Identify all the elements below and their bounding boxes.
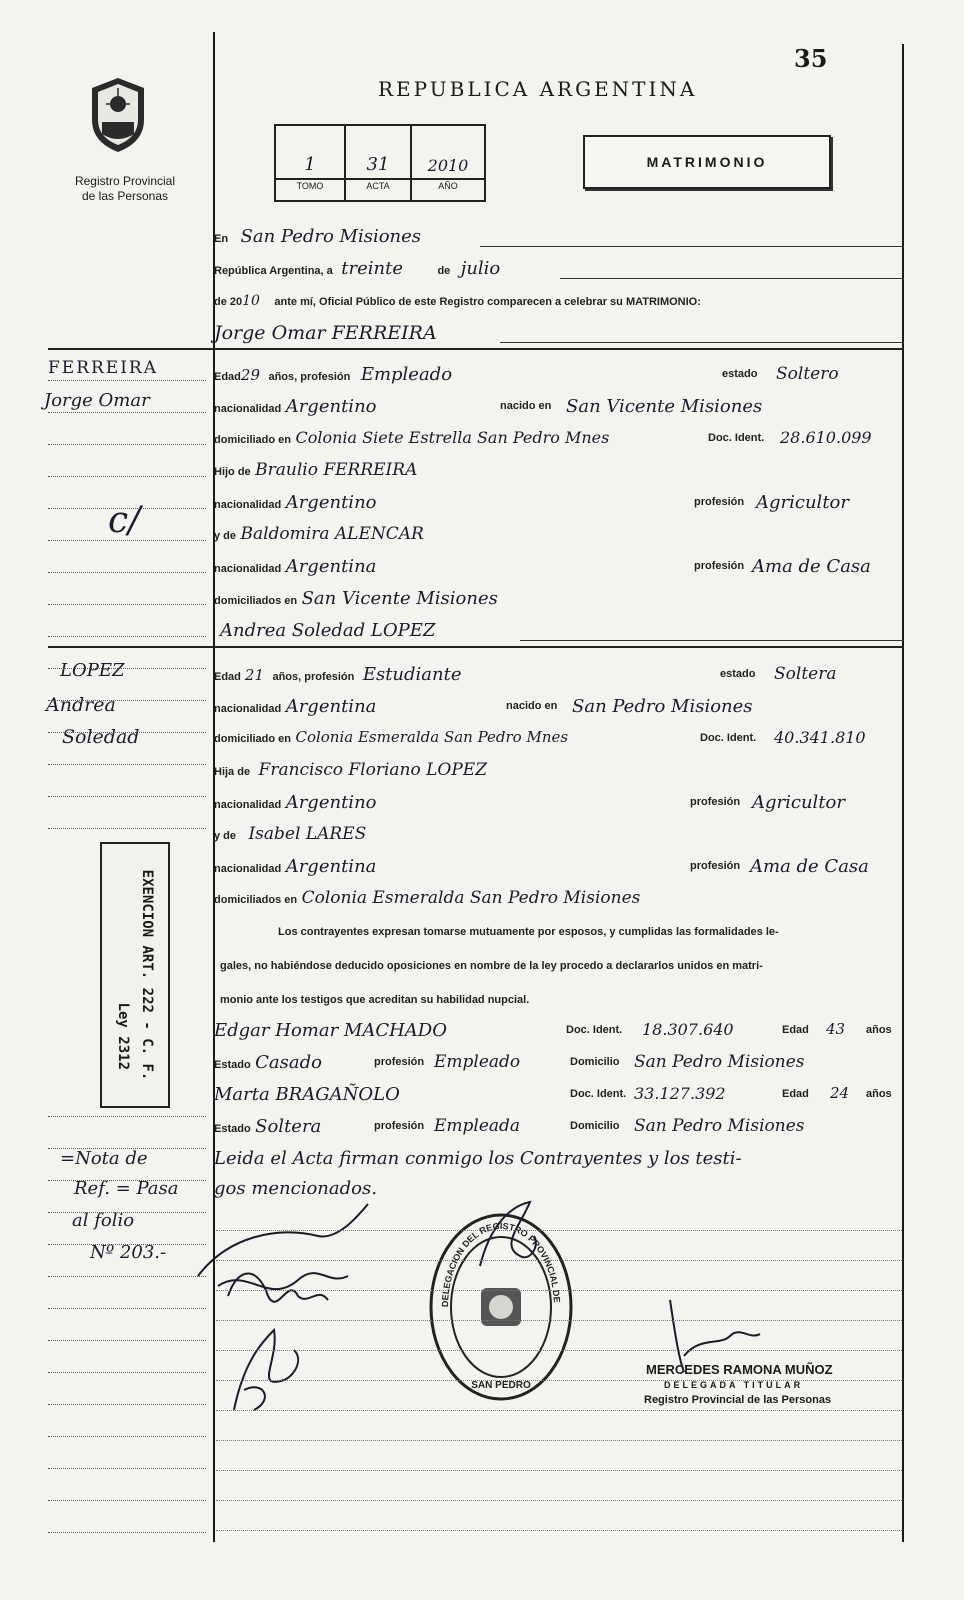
body-dotted-rule [216, 1410, 902, 1411]
groom-full-name: Jorge Omar FERREIRA [214, 322, 437, 344]
de-label: de [437, 265, 451, 277]
bride-father-nat-row: nacionalidad Argentino profesión Agricultor [214, 792, 845, 813]
doc-type-label: MATRIMONIO [646, 154, 768, 170]
margin-dotted-rule [48, 700, 206, 701]
groom-nationality: Argentino [285, 396, 377, 417]
margin-dotted-rule [48, 540, 206, 541]
margin-dotted-rule [48, 508, 206, 509]
bride-age-row: Edad 21 años, profesión Estudiante estado Soltera [214, 664, 837, 685]
groom-father: Braulio FERREIRA [255, 460, 418, 480]
groom-mother-row: y de Baldomira ALENCAR [214, 524, 424, 544]
margin-dotted-rule [48, 1212, 206, 1213]
bride-parents-address: Colonia Esmeralda San Pedro Misiones [301, 888, 641, 908]
page-number: 35 [794, 44, 828, 73]
tomo-label: TOMO [296, 181, 324, 191]
bride-father-profession: Agricultor [752, 792, 845, 813]
bride-margin-given1: Andrea [46, 694, 116, 716]
margin-dotted-rule [48, 1308, 206, 1309]
bride-mother-nat-row: nacionalidad Argentina profesión Ama de Casa [214, 856, 869, 877]
witness2-doc-number: 33.127.392 [634, 1084, 726, 1103]
bride-parents-address-row: domiciliados en Colonia Esmeralda San Pedro Misiones [214, 888, 641, 908]
groom-mother: Baldomira ALENCAR [240, 524, 424, 544]
bride-address-row: domiciliado en Colonia Esmeralda San Pedro Mnes Doc. Ident. 40.341.810 [214, 728, 866, 747]
margin-dotted-rule [48, 572, 206, 573]
groom-mother-nationality: Argentina [285, 556, 377, 577]
registry-logo [84, 74, 152, 156]
margin-dotted-rule [48, 1244, 206, 1245]
body-dotted-rule [216, 1320, 902, 1321]
margin-section-rule [48, 646, 214, 648]
witness1-profession: Empleado [434, 1052, 521, 1072]
margin-dotted-rule [48, 828, 206, 829]
groom-father-nat-row: nacionalidad Argentino profesión Agricultor [214, 492, 849, 513]
acta-label: ACTA [366, 181, 390, 191]
groom-profession: Empleado [360, 364, 453, 385]
intro-statement: ante mí, Oficial Público de este Registro comparecen a celebrar su MATRIMONIO: [274, 296, 701, 308]
witness1-details-row: Estado Casado profesión Empleado Domicilio San Pedro Misiones [214, 1052, 805, 1073]
groom-father-profession: Agricultor [756, 492, 849, 513]
witness1-doc-number: 18.307.640 [642, 1020, 734, 1039]
en-label: En [214, 233, 229, 245]
margin-dotted-rule [48, 1372, 206, 1373]
body-dotted-rule [216, 1260, 902, 1261]
groom-address: Colonia Siete Estrella San Pedro Mnes [295, 428, 610, 447]
witness2-estado: Soltera [255, 1116, 322, 1137]
seal-ring-text: DELEGACION DEL REGISTRO PROVINCIAL DE [439, 1220, 562, 1308]
bride-mother: Isabel LARES [248, 824, 367, 844]
groom-address-row: domiciliado en Colonia Siete Estrella San Pedro Mnes Doc. Ident. 28.610.099 [214, 428, 872, 447]
groom-margin-mark: c/ [108, 500, 141, 541]
margin-dotted-rule [48, 476, 206, 477]
groom-margin-given: Jorge Omar [44, 390, 150, 411]
bride-margin-given2: Soledad [62, 726, 140, 748]
bride-address: Colonia Esmeralda San Pedro Mnes [295, 728, 569, 746]
bride-father-row: Hija de Francisco Floriano LOPEZ [214, 760, 488, 780]
closing-line2-row [214, 1178, 904, 1198]
witness1-address: San Pedro Misiones [634, 1052, 805, 1072]
bride-birthplace: San Pedro Misiones [572, 696, 753, 717]
marriage-day: treinte [341, 258, 403, 279]
marriage-place: San Pedro Misiones [240, 226, 422, 247]
groom-father-row: Hijo de Braulio FERREIRA [214, 460, 418, 480]
witness2-profession: Empleada [434, 1116, 521, 1136]
groom-doc-number: 28.610.099 [780, 428, 872, 447]
margin-note-line1: =Nota de [60, 1148, 148, 1169]
margin-dotted-rule [48, 1116, 206, 1117]
body-dotted-rule [216, 1290, 902, 1291]
witness1-estado: Casado [255, 1052, 322, 1073]
groom-age: 29 [240, 366, 260, 384]
legal-text-line2: gales, no habiéndose deducido oposiciones en nombre de la ley procedo a declararlos unidos en matri- [220, 960, 763, 972]
bride-profession: Estudiante [362, 664, 462, 685]
bride-full-name: Andrea Soledad LOPEZ [220, 620, 436, 641]
anio-value: 2010 [427, 156, 469, 175]
margin-note-line2: Ref. = Pasa [74, 1178, 179, 1199]
groom-name-row [214, 322, 904, 342]
official-name: MERCEDES RAMONA MUÑOZ [646, 1362, 833, 1377]
groom-signature [188, 1196, 388, 1321]
witness2-row: Marta BRAGAÑOLO Doc. Ident. 33.127.392 Edad 24 años [214, 1084, 892, 1105]
country-title: REPUBLICA ARGENTINA [378, 77, 698, 101]
margin-dotted-rule [48, 1148, 206, 1149]
body-dotted-rule [216, 1380, 902, 1381]
body-dotted-rule [216, 1500, 902, 1501]
bride-mother-row: y de Isabel LARES [214, 824, 367, 844]
groom-estado: Soltero [776, 364, 839, 384]
exencion-line1: EXENCION ART. 222 - C. F. [139, 869, 155, 1081]
official-registry: Registro Provincial de las Personas [644, 1394, 832, 1406]
body-dotted-rule [216, 1230, 902, 1231]
anio-label: AÑO [438, 181, 458, 191]
body-dotted-rule [216, 1530, 902, 1531]
witness2-details-row: Estado Soltera profesión Empleada Domicilio San Pedro Misiones [214, 1116, 805, 1137]
margin-dotted-rule [48, 732, 206, 733]
margin-dotted-rule [48, 1436, 206, 1437]
doc-type-box [583, 135, 831, 189]
legal-text-line3: monio ante los testigos que acreditan su habilidad nupcial. [220, 994, 530, 1006]
bride-margin-surname: LOPEZ [60, 660, 125, 681]
witness1-name: Edgar Homar MACHADO [214, 1020, 447, 1041]
bride-estado: Soltera [774, 664, 837, 684]
groom-margin-surname: FERREIRA [48, 358, 159, 378]
margin-dotted-rule [48, 636, 206, 637]
year-suffix: 10 [242, 293, 260, 309]
margin-note-line4: Nº 203.- [90, 1242, 167, 1263]
margin-dotted-rule [48, 1180, 206, 1181]
groom-father-nationality: Argentino [285, 492, 377, 513]
witness1-row: Edgar Homar MACHADO Doc. Ident. 18.307.640 Edad 43 años [214, 1020, 892, 1041]
groom-parents-address-row: domiciliados en San Vicente Misiones [214, 588, 498, 609]
groom-mother-profession: Ama de Casa [752, 556, 871, 577]
groom-parents-address: San Vicente Misiones [301, 588, 498, 609]
margin-dotted-rule [48, 1276, 206, 1277]
tomo-value: 1 [304, 154, 316, 175]
intro-date-row [214, 258, 904, 278]
margin-dotted-rule [48, 1404, 206, 1405]
bride-mother-nationality: Argentina [285, 856, 377, 877]
republica-label: República Argentina, a [214, 265, 333, 277]
bride-name-row [214, 620, 904, 640]
marriage-month: julio [460, 258, 501, 279]
exencion-stamp [100, 842, 170, 1108]
witness1-age: 43 [826, 1020, 846, 1038]
official-title: DELEGADA TITULAR [664, 1380, 804, 1390]
margin-dotted-rule [48, 1532, 206, 1533]
witness2-name: Marta BRAGAÑOLO [214, 1084, 400, 1105]
registry-name-line2: de las Personas [81, 189, 169, 203]
tomo-acta-anio-box [274, 124, 486, 202]
groom-nationality-row: nacionalidad Argentino nacido en San Vicente Misiones [214, 396, 763, 417]
body-dotted-rule [216, 1350, 902, 1351]
margin-dotted-rule [48, 412, 206, 413]
closing-line1-row [214, 1148, 904, 1168]
groom-birthplace: San Vicente Misiones [566, 396, 763, 417]
seal-bottom-text: SAN PEDRO [471, 1380, 531, 1391]
bride-nationality: Argentina [285, 696, 377, 717]
margin-section-rule [48, 348, 214, 350]
closing-line2: gos mencionados. [214, 1178, 377, 1199]
witness2-age: 24 [830, 1084, 850, 1102]
margin-note-line3: al folio [72, 1210, 135, 1231]
margin-dotted-rule [48, 668, 206, 669]
witness2-address: San Pedro Misiones [634, 1116, 805, 1136]
closing-line1: Leida el Acta firman conmigo los Contrayentes y los testi- [214, 1148, 742, 1169]
legal-text-line1: Los contrayentes expresan tomarse mutuamente por esposos, y cumplidas las formalidades le- [278, 926, 779, 938]
groom-age-row: Edad29 años, profesión Empleado estado Soltero [214, 364, 839, 385]
body-dotted-rule [216, 1470, 902, 1471]
bride-father-nationality: Argentino [285, 792, 377, 813]
margin-dotted-rule [48, 1468, 206, 1469]
bride-nationality-row: nacionalidad Argentina nacido en San Pedro Misiones [214, 696, 753, 717]
margin-dotted-rule [48, 380, 206, 381]
margin-dotted-rule [48, 1500, 206, 1501]
intro-place-row [214, 226, 904, 246]
acta-value: 31 [366, 154, 390, 175]
bride-doc-number: 40.341.810 [774, 728, 866, 747]
exencion-line2: Ley 2312 [115, 1002, 131, 1070]
bride-age: 21 [244, 666, 264, 684]
bride-father: Francisco Floriano LOPEZ [258, 760, 488, 780]
margin-dotted-rule [48, 796, 206, 797]
margin-dotted-rule [48, 604, 206, 605]
margin-dotted-rule [48, 444, 206, 445]
groom-mother-nat-row: nacionalidad Argentina profesión Ama de Casa [214, 556, 871, 577]
witness-seal-signature [470, 1196, 550, 1281]
margin-dotted-rule [48, 1340, 206, 1341]
registry-name-line1: Registro Provincial [74, 174, 176, 188]
body-dotted-rule [216, 1440, 902, 1441]
year-prefix: de 20 [214, 296, 243, 308]
margin-dotted-rule [48, 764, 206, 765]
intro-statement-row [214, 292, 904, 312]
bride-mother-profession: Ama de Casa [750, 856, 869, 877]
